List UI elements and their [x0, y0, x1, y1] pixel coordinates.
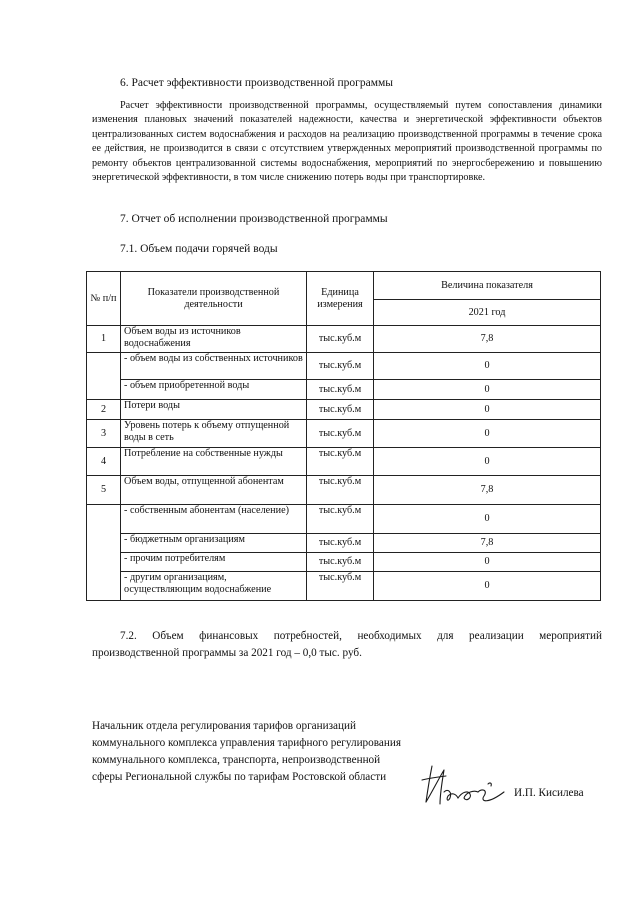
row-name: - прочим потребителям	[121, 553, 307, 572]
section-6-paragraph: Расчет эффективности производственной программы, осуществляемый путем сопоставления динамики изменения плановых значений показателей надежности, качества и энергетической эффективности объектов централизованных систем водоснабжения и расходов на реализацию производственной программы в течение срока ее действия, не производится в связи с отсутствием утвержденных мероприятий производственной программы по ремонту объектов централизованной системы водоснабжения, мероприятий по энергосбережению и повышению энергетической эффективности, в том числе снижению потерь воды при транспортировке.	[92, 100, 602, 184]
row-name: Объем воды из источников водоснабжения	[121, 326, 307, 353]
table-row	[87, 572, 601, 601]
row-unit: тыс.куб.м	[307, 553, 374, 572]
row-unit: тыс.куб.м	[307, 326, 374, 353]
table-row	[87, 476, 601, 505]
row-unit: тыс.куб.м	[307, 476, 374, 505]
row-num: 5	[87, 476, 121, 505]
row-unit: тыс.куб.м	[307, 572, 374, 601]
row-value: 0	[374, 553, 601, 572]
row-unit: тыс.куб.м	[307, 534, 374, 553]
row-value: 7,8	[374, 476, 601, 505]
row-name: - объем приобретенной воды	[121, 380, 307, 400]
row-unit: тыс.куб.м	[307, 380, 374, 400]
row-num: 1	[87, 326, 121, 353]
row-value: 0	[374, 448, 601, 476]
table-row	[87, 448, 601, 476]
table-row	[87, 326, 601, 353]
row-value: 7,8	[374, 534, 601, 553]
row-num: 4	[87, 448, 121, 476]
row-name: - другим организациям, осуществляющим водоснабжение	[121, 572, 307, 601]
table-row	[87, 505, 601, 534]
row-value: 7,8	[374, 326, 601, 353]
header-value-group: Величина показателя	[374, 272, 601, 300]
header-num: № п/п	[87, 272, 121, 326]
handwritten-signature	[418, 762, 508, 810]
row-value: 0	[374, 420, 601, 448]
row-unit: тыс.куб.м	[307, 420, 374, 448]
table-row	[87, 553, 601, 572]
row-name: Объем воды, отпущенной абонентам	[121, 476, 307, 505]
signatory-position: Начальник отдела регулирования тарифов организаций коммунального комплекса управления тарифного регулирования коммунального комплекса, транспорта, непроизводственной сферы Региональной службы по тарифам Ростовской области	[92, 720, 401, 783]
row-num	[87, 505, 121, 601]
row-unit: тыс.куб.м	[307, 448, 374, 476]
row-name: Потребление на собственные нужды	[121, 448, 307, 476]
signatory-name: И.П. Кисилева	[514, 787, 584, 799]
row-unit: тыс.куб.м	[307, 353, 374, 380]
section-6-heading: 6. Расчет эффективности производственной программы	[120, 77, 394, 89]
row-value: 0	[374, 353, 601, 380]
header-unit: Единица измерения	[307, 272, 374, 326]
row-unit: тыс.куб.м	[307, 505, 374, 534]
table-row	[87, 380, 601, 400]
row-num: 3	[87, 420, 121, 448]
table-row	[87, 353, 601, 380]
header-year: 2021 год	[374, 300, 601, 326]
row-value: 0	[374, 380, 601, 400]
row-name: Потери воды	[121, 400, 307, 420]
section-7-1-heading: 7.1. Объем подачи горячей воды	[120, 243, 278, 255]
table-row	[87, 534, 601, 553]
row-name: - бюджетным организациям	[121, 534, 307, 553]
row-unit: тыс.куб.м	[307, 400, 374, 420]
table-row	[87, 420, 601, 448]
header-indicator: Показатели производственной деятельности	[121, 272, 307, 326]
row-num: 2	[87, 400, 121, 420]
section-7-heading: 7. Отчет об исполнении производственной программы	[120, 213, 388, 225]
row-value: 0	[374, 400, 601, 420]
row-name: - объем воды из собственных источников	[121, 353, 307, 380]
row-value: 0	[374, 505, 601, 534]
row-value: 0	[374, 572, 601, 601]
row-name: - собственным абонентам (население)	[121, 505, 307, 534]
table-row	[87, 400, 601, 420]
section-7-2-paragraph: 7.2. Объем финансовых потребностей, необходимых для реализации мероприятий производственной программы за 2021 год – 0,0 тыс. руб.	[92, 630, 602, 659]
hot-water-volume-table	[86, 271, 601, 601]
row-name: Уровень потерь к объему отпущенной воды в сеть	[121, 420, 307, 448]
row-num	[87, 353, 121, 400]
